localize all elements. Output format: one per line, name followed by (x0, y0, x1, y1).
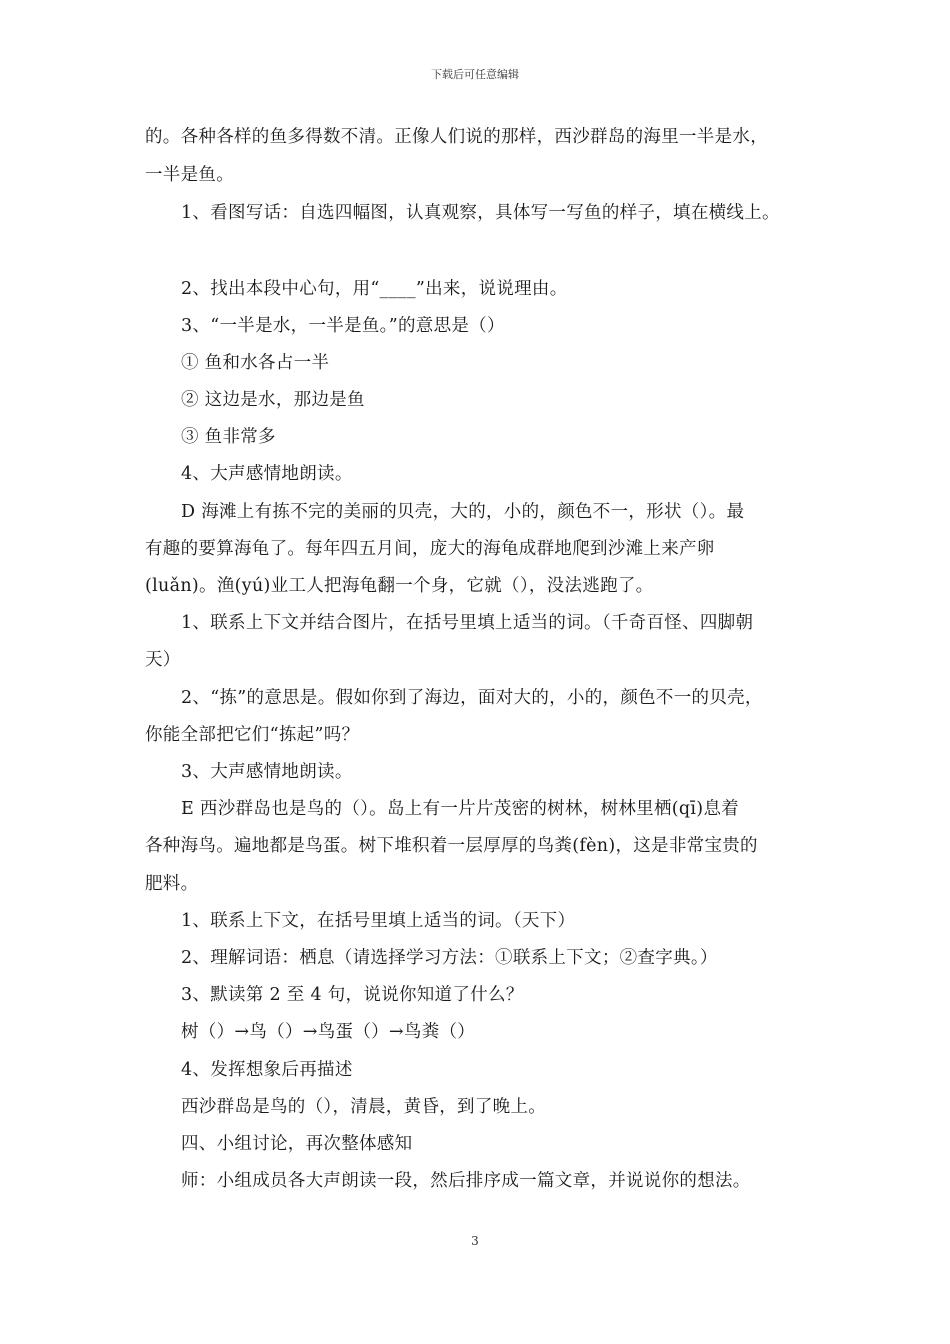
paragraph-line: 的。各种各样的鱼多得数不清。正像人们说的那样，西沙群岛的海里一半是水， (145, 127, 768, 147)
paragraph-line: 师：小组成员各大声朗读一段，然后排序成一篇文章，并说说你的想法。 (181, 1171, 751, 1191)
page-number: 3 (471, 1234, 479, 1248)
question-line: 1、联系上下文并结合图片，在括号里填上适当的词。（千奇百怪、四脚朝 (181, 613, 754, 633)
question-line: 3、“一半是水，一半是鱼。”的意思是（） (181, 316, 505, 336)
question-line: 树（）→鸟（）→鸟蛋（）→鸟粪（） (181, 1022, 476, 1042)
section-heading: 四、小组讨论，再次整体感知 (181, 1134, 413, 1154)
question-line: 1、联系上下文，在括号里填上适当的词。（天下） (181, 911, 576, 931)
paragraph-line: 一半是鱼。 (145, 165, 234, 185)
question-line: 1、看图写话：自选四幅图，认真观察，具体写一写鱼的样子，填在横线上。 (181, 203, 780, 223)
question-line: 天） (145, 650, 181, 670)
question-line: 2、理解词语：栖息（请选择学习方法：①联系上下文；②查字典。） (181, 948, 718, 968)
question-line: 西沙群岛是鸟的（），清晨，黄昏，到了晚上。 (181, 1097, 547, 1117)
paragraph-line: D 海滩上有拣不完的美丽的贝壳，大的，小的，颜色不一，形状（）。最 (181, 502, 745, 522)
paragraph-line: E 西沙群岛也是鸟的（）。岛上有一片片茂密的树林，树林里栖(qī)息着 (181, 799, 740, 819)
question-line: 3、默读第 2 至 4 句，说说你知道了什么？ (181, 985, 524, 1005)
option-line: ③ 鱼非常多 (181, 427, 276, 447)
paragraph-line: 各种海鸟。遍地都是鸟蛋。树下堆积着一层厚厚的鸟粪(fèn)，这是非常宝贵的 (145, 836, 758, 856)
question-line: 2、“拣”的意思是。假如你到了海边，面对大的，小的，颜色不一的贝壳， (181, 688, 763, 708)
question-line: 3、大声感情地朗读。 (181, 762, 353, 782)
question-line: 你能全部把它们“拣起”吗？ (145, 725, 360, 745)
option-line: ② 这边是水，那边是鱼 (181, 390, 365, 410)
page-header: 下载后可任意编辑 (431, 68, 519, 81)
paragraph-line: 有趣的要算海龟了。每年四五月间，庞大的海龟成群地爬到沙滩上来产卵 (145, 539, 715, 559)
question-line: 4、大声感情地朗读。 (181, 464, 353, 484)
option-line: ① 鱼和水各占一半 (181, 353, 330, 373)
question-line: 4、发挥想象后再描述 (181, 1060, 353, 1080)
question-line: 2、找出本段中心句，用“____”出来，说说理由。 (181, 279, 568, 299)
paragraph-line: 肥料。 (145, 874, 199, 894)
paragraph-line: (luǎn)。渔(yú)业工人把海龟翻一个身，它就（），没法逃跑了。 (145, 576, 654, 596)
